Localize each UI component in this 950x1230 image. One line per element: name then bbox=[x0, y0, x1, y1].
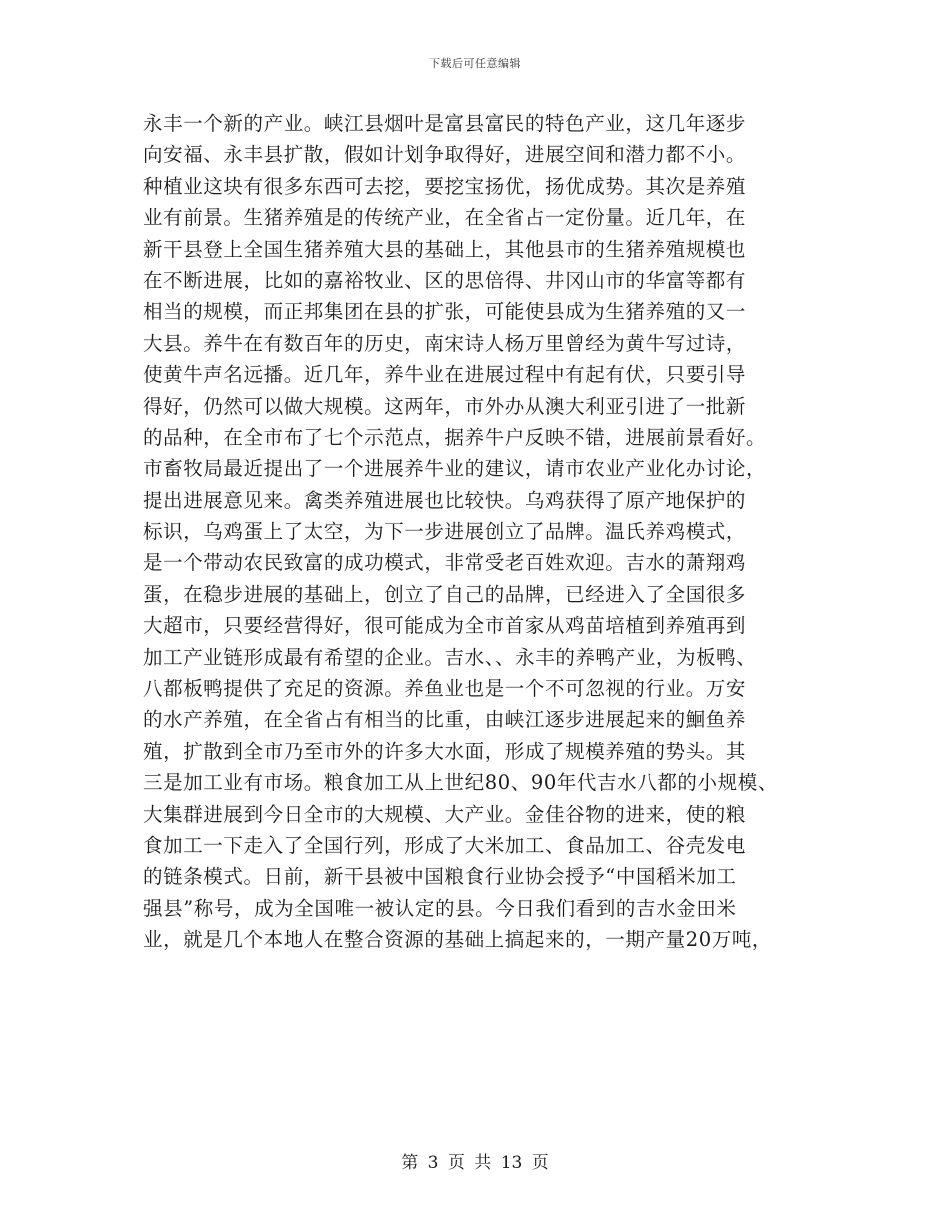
text-line: 强县”称号，成为全国唯一被认定的县。今日我们看到的吉水金田米 bbox=[143, 896, 737, 920]
text-line: 相当的规模，而正邦集团在县的扩张，可能使县成为生猪养殖的又一 bbox=[143, 300, 747, 324]
text-line: 种植业这块有很多东西可去挖，要挖宝扬优，扬优成势。其次是养殖 bbox=[143, 174, 747, 198]
document-body bbox=[143, 108, 813, 956]
text-line: 业有前景。生猪养殖是的传统产业，在全省占一定份量。近几年，在 bbox=[143, 206, 747, 230]
text-line: 的水产养殖，在全省占有相当的比重，由峡江逐步进展起来的鮰鱼养 bbox=[143, 708, 747, 732]
text-line: 永丰一个新的产业。峡江县烟叶是富县富民的特色产业，这几年逐步 bbox=[143, 112, 747, 135]
text-line: 使黄牛声名远播。近几年，养牛业在进展过程中有起有伏，只要引导 bbox=[143, 363, 747, 387]
text-line: 是一个带动农民致富的成功模式，非常受老百姓欢迎。吉水的萧翔鸡 bbox=[143, 551, 747, 575]
text-line: 蛋，在稳步进展的基础上，创立了自己的品牌，已经进入了全国很多 bbox=[143, 582, 747, 606]
page-number-footer: 第 3 页 共 13 页 bbox=[401, 1153, 549, 1173]
text-line: 业，就是几个本地人在整合资源的基础上搞起来的，一期产量20万吨， bbox=[143, 928, 773, 952]
text-line: 大超市，只要经营得好，很可能成为全市首家从鸡苗培植到养殖再到 bbox=[143, 614, 747, 638]
text-line: 向安福、永丰县扩散，假如计划争取得好，进展空间和潜力都不小。 bbox=[143, 143, 747, 167]
text-line: 在不断进展，比如的嘉裕牧业、区的思倍得、井冈山市的华富等都有 bbox=[143, 268, 747, 292]
text-line: 提出进展意见来。禽类养殖进展也比较快。乌鸡获得了原产地保护的 bbox=[143, 488, 747, 512]
text-line: 大集群进展到今日全市的大规模、大产业。金佳谷物的进来，使的粮 bbox=[143, 802, 747, 826]
text-line: 新干县登上全国生猪养殖大县的基础上，其他县市的生猪养殖规模也 bbox=[143, 237, 747, 261]
text-line: 标识，乌鸡蛋上了太空，为下一步进展创立了品牌。温氏养鸡模式， bbox=[143, 520, 747, 544]
text-line: 三是加工业有市场。粮食加工从上世纪80、90年代吉水八都的小规模、 bbox=[143, 771, 778, 795]
text-line: 的品种，在全市布了七个示范点，据养牛户反映不错，进展前景看好。 bbox=[143, 425, 767, 449]
text-line: 市畜牧局最近提出了一个进展养牛业的建议，请市农业产业化办讨论， bbox=[143, 457, 767, 481]
page-header: 下载后可任意编辑 bbox=[429, 57, 521, 70]
text-line: 得好，仍然可以做大规模。这两年，市外办从澳大利亚引进了一批新 bbox=[143, 394, 747, 418]
text-line: 食加工一下走入了全国行列，形成了大米加工、食品加工、谷壳发电 bbox=[143, 833, 747, 857]
text-line: 八都板鸭提供了充足的资源。养鱼业也是一个不可忽视的行业。万安 bbox=[143, 677, 747, 701]
text-line: 大县。养牛在有数百年的历史，南宋诗人杨万里曾经为黄牛写过诗， bbox=[143, 331, 747, 355]
text-line: 殖，扩散到全市乃至市外的许多大水面，形成了规模养殖的势头。其 bbox=[143, 739, 747, 763]
text-line: 的链条模式。日前，新干县被中国粮食行业协会授予“中国稻米加工 bbox=[143, 865, 737, 889]
text-line: 加工产业链形成最有希望的企业。吉水、、永丰的养鸭产业，为板鸭、 bbox=[143, 645, 757, 669]
